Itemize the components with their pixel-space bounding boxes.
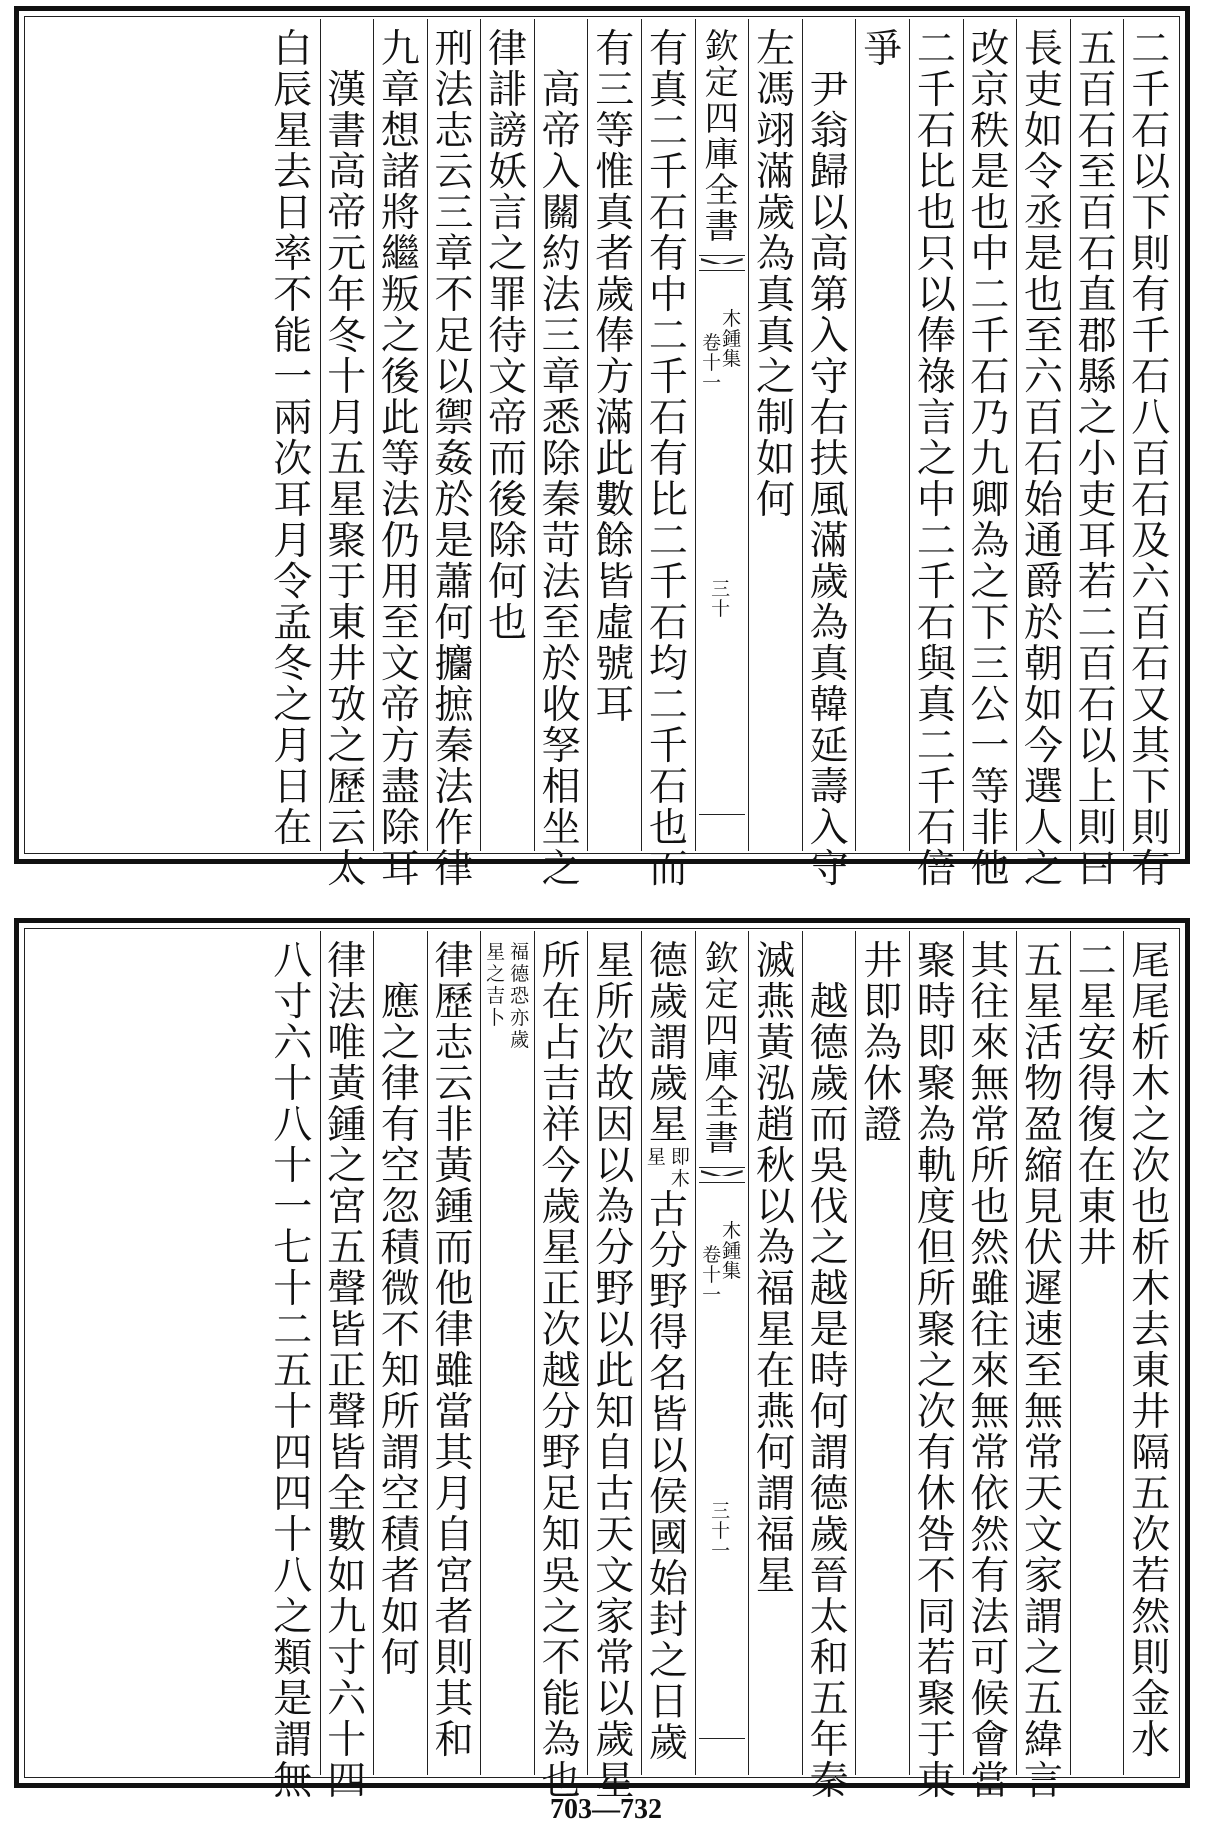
text-column [480, 19, 534, 851]
column-text: 八 寸 六 十 八 十 一 七 十 二 五 十 四 四 十 八 之 類 是 謂 無 [273, 939, 313, 1804]
column-text: 所 在 占 吉 祥 今 歲 星 正 次 越 分 野 足 知 吳 之 不 能 為 也 [541, 939, 581, 1804]
column-text: 越 德 歲 而 吳 伐 之 越 是 時 何 謂 德 歲 晉 太 和 五 年 秦 [809, 980, 849, 1804]
column-text: 九 章 想 諸 將 繼 叛 之 後 此 等 法 仍 用 至 文 帝 方 盡 除 耳 [380, 27, 420, 892]
column-text: 律 誹 謗 妖 言 之 罪 待 文 帝 而 後 除 何 也 [488, 27, 528, 646]
text-column [641, 19, 695, 892]
text-column [266, 19, 320, 851]
text-column [1016, 19, 1070, 892]
volume-number: 卷 十 一 [702, 1244, 722, 1306]
column-text: 五 百 石 至 百 石 直 郡 縣 之 小 吏 耳 若 二 百 石 以 上 則 曰 [1077, 27, 1117, 892]
fold-column [695, 931, 749, 1775]
column-text: 尹 翁 歸 以 高 第 入 守 右 扶 風 滿 歲 為 真 韓 延 壽 入 守 [809, 68, 849, 892]
text-column [748, 931, 802, 1775]
text-column [534, 19, 588, 892]
text-column [1070, 19, 1124, 892]
column-text: 白 辰 星 去 日 率 不 能 一 兩 次 耳 月 令 孟 冬 之 月 日 在 [273, 27, 313, 851]
text-column [909, 19, 963, 892]
text-column [748, 19, 802, 851]
fishtail-ornament [699, 1167, 745, 1183]
fold-title: 欽 定 四 庫 全 書 [704, 27, 739, 247]
text-column [641, 931, 695, 1775]
text-column [1070, 931, 1124, 1775]
fold-bottom-line [699, 814, 745, 829]
text-column [266, 931, 320, 1804]
text-column [855, 931, 909, 1775]
column-text: 改 京 秩 是 也 中 二 千 石 乃 九 卿 為 之 下 三 公 一 等 非 他 [970, 27, 1010, 892]
text-column [802, 19, 856, 892]
fold-title: 欽 定 四 庫 全 書 [704, 939, 739, 1159]
fishtail-ornament [699, 255, 745, 271]
column-text: 井 即 為 休 證 [863, 939, 903, 1148]
column-text: 有 真 二 千 石 有 中 二 千 石 有 比 二 千 石 均 二 千 石 也 而 [648, 27, 688, 892]
text-column [1123, 931, 1177, 1775]
text-column [855, 19, 909, 851]
volume-number: 卷 十 一 [702, 332, 722, 394]
page-number: 703—732 [550, 1794, 662, 1825]
column-text: 高 帝 入 關 約 法 三 章 悉 除 秦 苛 法 至 於 收 孥 相 坐 之 [541, 68, 581, 892]
text-column [587, 19, 641, 851]
column-text: 二 千 石 以 下 則 有 千 石 八 百 石 及 六 百 石 又 其 下 則 有 [1131, 27, 1171, 892]
column-text: 其 往 來 無 常 所 也 然 雖 往 來 無 常 依 然 有 法 可 候 會 當 [970, 939, 1010, 1804]
text-column [909, 931, 963, 1804]
column-text: 星 所 次 故 因 以 為 分 野 以 此 知 自 古 天 文 家 常 以 歲 星 [595, 939, 635, 1804]
text-column [963, 931, 1017, 1804]
top-page [14, 6, 1190, 892]
bottom-page [14, 918, 1190, 1804]
column-text: 德 歲 謂 歲 星 即 木 星 古 分 野 得 名 皆 以 侯 國 始 封 之 日 歲 [642, 941, 694, 1764]
column-text: 刑 法 志 云 三 章 不 足 以 禦 姦 於 是 蕭 何 攟 摭 秦 法 作 律 [434, 27, 474, 892]
text-column [427, 931, 481, 1775]
text-column [427, 19, 481, 892]
text-column [963, 19, 1017, 892]
text-column [320, 19, 374, 892]
column-text: 福 德 恐 亦 歲 星 之 吉 卜 [486, 941, 530, 1051]
folio-number: 三 十 一 [711, 1500, 731, 1562]
column-text: 有 三 等 惟 真 者 歲 俸 方 滿 此 數 餘 皆 虛 號 耳 [595, 27, 635, 728]
text-column [480, 931, 534, 1775]
text-column [534, 931, 588, 1804]
column-text: 漢 書 高 帝 元 年 冬 十 月 五 星 聚 于 東 井 攷 之 歷 云 太 [327, 68, 367, 892]
fold-column [695, 19, 749, 851]
column-text: 左 馮 翊 滿 歲 為 真 真 之 制 如 何 [756, 27, 796, 523]
column-text: 五 星 活 物 盈 縮 見 伏 遲 速 至 無 常 天 文 家 謂 之 五 緯 言 [1024, 939, 1064, 1804]
column-text: 尾 尾 析 木 之 次 也 析 木 去 東 井 隔 五 次 若 然 則 金 水 [1131, 939, 1171, 1763]
bottom-page-columns [27, 931, 1177, 1804]
column-text: 滅 燕 黃 泓 趙 秋 以 為 福 星 在 燕 何 謂 福 星 [756, 939, 796, 1599]
book-title: 木 鍾 集 [722, 308, 742, 370]
column-text: 二 千 石 比 也 只 以 俸 祿 言 之 中 二 千 石 與 真 二 千 石 倍 [916, 27, 956, 892]
text-column [587, 931, 641, 1804]
folio-number: 三 十 [711, 578, 731, 620]
book-title: 木 鍾 集 [722, 1220, 742, 1282]
fold-bottom-line [699, 1738, 745, 1753]
column-text: 二 星 安 得 復 在 東 井 [1077, 939, 1117, 1271]
column-text: 律 法 唯 黃 鍾 之 宮 五 聲 皆 正 聲 皆 全 數 如 九 寸 六 十 四 [327, 939, 367, 1804]
text-column [802, 931, 856, 1804]
text-column [373, 931, 427, 1775]
column-text: 應 之 律 有 空 忽 積 微 不 知 所 謂 空 積 者 如 何 [380, 980, 420, 1681]
column-text: 長 吏 如 令 丞 是 也 至 六 百 石 始 通 爵 於 朝 如 今 選 人 之 [1024, 27, 1064, 892]
text-column [1016, 931, 1070, 1804]
text-column [320, 931, 374, 1804]
interlinear-note: 即 木 星 [646, 1146, 690, 1190]
text-column [1123, 19, 1177, 892]
text-column [373, 19, 427, 892]
column-text: 聚 時 即 聚 為 軌 度 但 所 聚 之 次 有 休 咎 不 同 若 聚 于 東 [916, 939, 956, 1804]
top-page-columns [27, 19, 1177, 892]
column-text: 爭 [863, 27, 903, 72]
column-text: 律 歷 志 云 非 黃 鍾 而 他 律 雖 當 其 月 自 宮 者 則 其 和 [434, 939, 474, 1763]
